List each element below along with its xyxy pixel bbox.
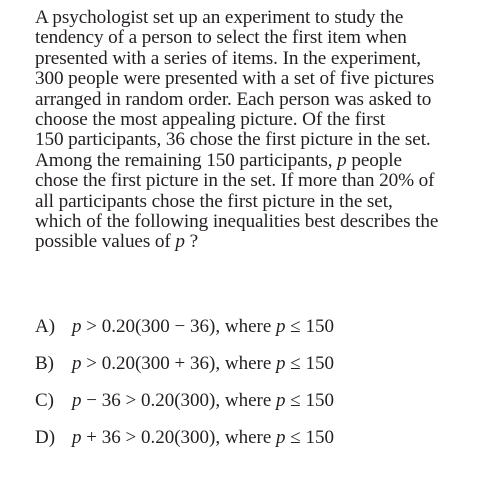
choice-expression: p > 0.20(300 − 36), where p ≤ 150 <box>72 316 334 337</box>
choice-a[interactable] <box>35 316 475 353</box>
question-line: which of the following inequalities best describes the <box>35 211 439 233</box>
question-line: presented with a series of items. In the experiment, <box>35 47 421 69</box>
question-text <box>35 8 480 253</box>
choice-expression: p − 36 > 0.20(300), where p ≤ 150 <box>72 390 334 411</box>
choice-expression: p > 0.20(300 + 36), where p ≤ 150 <box>72 353 334 374</box>
choice-letter: A) <box>35 316 56 337</box>
question-line: 150 participants, 36 chose the first picture in the set. <box>35 129 431 151</box>
choice-c[interactable] <box>35 390 475 427</box>
question-line: arranged in random order. Each person was asked to <box>35 88 432 110</box>
choice-b[interactable] <box>35 353 475 390</box>
answer-choices <box>35 316 475 464</box>
question-line: all participants chose the first picture in the set, <box>35 190 393 212</box>
choice-letter: D) <box>35 427 56 448</box>
question-line: chose the first picture in the set. If more than 20% of <box>35 170 435 192</box>
question-line: choose the most appealing picture. Of the first <box>35 109 386 131</box>
choice-expression: p + 36 > 0.20(300), where p ≤ 150 <box>72 427 334 448</box>
choice-letter: C) <box>35 390 54 411</box>
choice-letter: B) <box>35 353 54 374</box>
question-line: A psychologist set up an experiment to study the <box>35 7 404 28</box>
question-line: Among the remaining 150 participants, p people <box>35 149 402 171</box>
choice-d[interactable] <box>35 427 475 464</box>
question-line: tendency of a person to select the first item when <box>35 27 407 49</box>
question-line: 300 people were presented with a set of five pictures <box>35 68 435 90</box>
question-line: possible values of p ? <box>35 231 199 253</box>
